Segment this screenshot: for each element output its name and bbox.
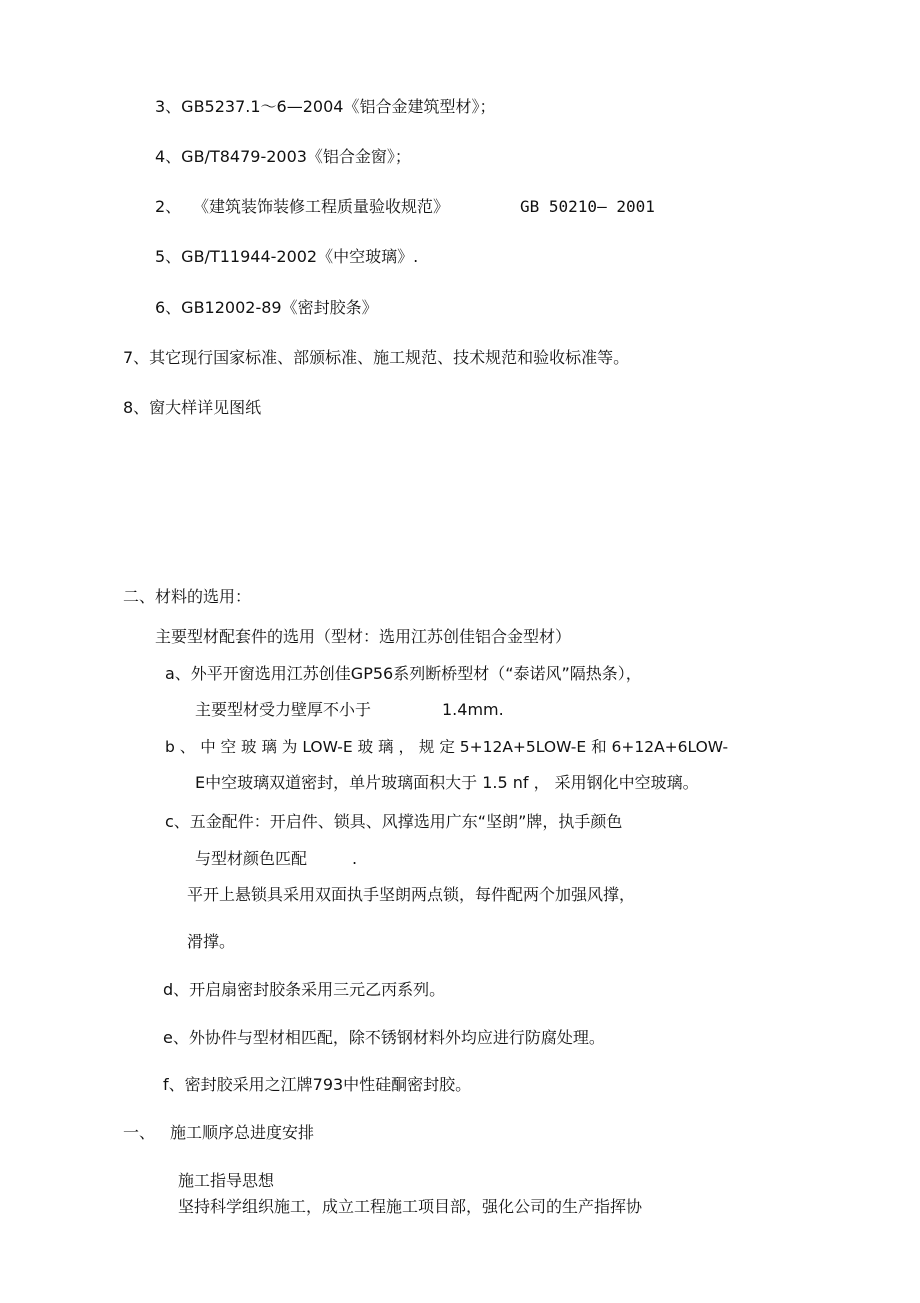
standard-item-6: 6、GB12002-89《密封胶条》 <box>155 298 378 317</box>
standard-item-4: 4、GB/T8479-2003《铝合金窗》； <box>155 147 411 166</box>
schedule-body: 坚持科学组织施工，成立工程施工项目部，强化公司的生产指挥协 <box>178 1197 643 1216</box>
section-heading-schedule: 施工顺序总进度安排 <box>170 1123 315 1142</box>
standard-item-3: 3、GB5237.1～6—2004《铝合金建筑型材》； <box>155 97 496 116</box>
material-a-line2-value: 1.4mm. <box>442 700 504 719</box>
standard-item-2-code: GB 50210— 2001 <box>520 197 655 216</box>
material-d: d、开启扇密封胶条采用三元乙丙系列。 <box>163 980 446 999</box>
standard-item-2-prefix: 2、 <box>155 197 182 216</box>
material-c-line4: 滑撑。 <box>187 932 236 951</box>
material-b-line1: b 、 中 空 玻 璃 为 LOW-E 玻 璃 ， 规 定 5+12A+5LOW-E 和 6+12A+6LOW- <box>165 738 729 756</box>
standard-item-2-title: 《建筑装饰装修工程质量验收规范》 <box>193 197 450 216</box>
standard-item-7: 7、其它现行国家标准、部颁标准、施工规范、技术规范和验收标准等。 <box>123 348 630 367</box>
material-c-line3: 平开上悬锁具采用双面执手坚朗两点锁，每件配两个加强风撑， <box>187 885 636 904</box>
section-heading-schedule-num: 一、 <box>123 1123 156 1142</box>
material-f: f、密封胶采用之江牌793中性硅酮密封胶。 <box>163 1075 472 1094</box>
section-heading-materials: 二、材料的选用： <box>123 587 252 606</box>
material-c-line1: c、五金配件：开启件、锁具、风撑选用广东“坚朗”牌，执手颜色 <box>165 812 623 831</box>
material-c-line2-dot: . <box>352 849 358 868</box>
materials-intro: 主要型材配套件的选用（型材：选用江苏创佳铝合金型材） <box>155 627 572 646</box>
material-c-line2: 与型材颜色匹配 <box>195 849 308 868</box>
standard-item-5: 5、GB/T11944-2002《中空玻璃》. <box>155 247 419 266</box>
schedule-subheading: 施工指导思想 <box>178 1171 275 1190</box>
material-e: e、外协件与型材相匹配，除不锈钢材料外均应进行防腐处理。 <box>163 1028 605 1047</box>
material-b-line2: E中空玻璃双道密封，单片玻璃面积大于 1.5 nf ， 采用钢化中空玻璃。 <box>195 773 699 792</box>
material-a-line2-text: 主要型材受力壁厚不小于 <box>195 700 372 719</box>
standard-item-8: 8、窗大样详见图纸 <box>123 398 262 417</box>
material-a-line1: a、外平开窗选用江苏创佳GP56系列断桥型材（“泰诺风”隔热条）， <box>165 664 642 683</box>
